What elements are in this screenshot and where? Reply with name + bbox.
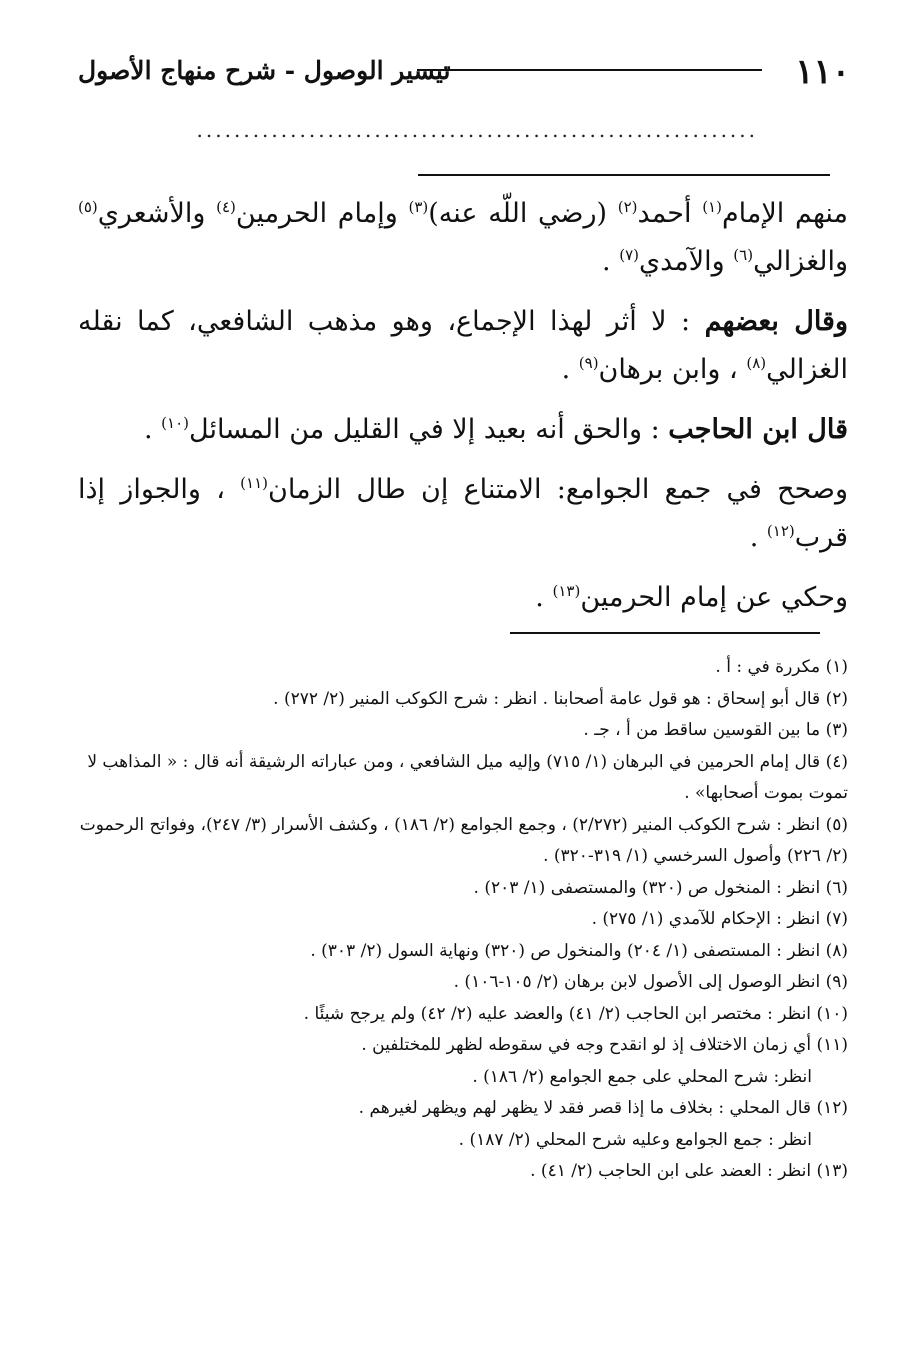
footnote-12 [78,1093,848,1125]
paragraph-4 [78,466,848,562]
running-title: تيسير الوصول - شرح منهاج الأصول [78,56,451,85]
footnote-number: (١١) [816,1035,848,1055]
footnote-1 [78,652,848,684]
footnote-text: انظر : الإحكام للآمدي (١/ ٢٧٥) . [591,909,821,929]
text-span: أحمد [637,198,703,229]
text-span: ، والجواز إذا قرب [78,474,848,553]
footnote-10 [78,999,848,1031]
footnote-ref: (٢) [617,198,638,216]
text-span: ، وابن برهان [598,354,747,385]
text-span: والأشعري [97,198,217,229]
footnote-number: (٢) [825,688,848,709]
footnote-number: (٨) [825,940,848,961]
footnote-ref: (٣) [408,198,429,216]
footnote-number: (٩) [825,972,848,992]
footnote-separator [510,632,820,634]
paragraph-1 [78,190,848,286]
footnote-12-continuation: انظر : جمع الجوامع وعليه شرح المحلي (٢/ ١٨٧) . [458,1129,812,1150]
text-span: منهم الإمام [721,198,848,229]
footnote-text: انظر : العضد على ابن الحاجب (٢/ ٤١) . [530,1161,812,1181]
footnote-number: (١٠) [816,1003,848,1024]
footnote-text: انظر الوصول إلى الأصول لابن برهان (٢/ ١٠٥-١٠٦) . [453,972,821,992]
footnote-2 [78,684,848,716]
footnote-8 [78,936,848,968]
footnote-ref: (٦) [733,246,754,264]
footnote-11 [78,1030,848,1062]
main-text [78,190,848,622]
footnote-number: (١) [825,657,848,677]
text-span: : والحق أنه بعيد إلا في القليل من المسائل [189,414,669,445]
footnote-number: (٤) [825,751,848,772]
text-span: وإمام الحرمين [235,198,409,229]
footnote-9 [78,967,848,999]
footnote-5 [78,810,848,873]
footnote-13 [78,1156,848,1188]
section-rule [418,174,830,176]
footnote-text: أي زمان الاختلاف إذ لو انقدح وجه في سقوطه لظهر للمختلفين . [361,1035,812,1055]
paragraph-2 [78,298,848,394]
text-span: . [602,246,620,277]
footnote-3 [78,715,848,747]
text-span: وحكي عن إمام الحرمين [580,582,848,613]
footnote-7 [78,904,848,936]
footnote-ref: (٥) [78,198,98,216]
page-number: ١١٠ [795,52,850,92]
footnote-text: ما بين القوسين ساقط من أ ، جـ . [583,720,821,740]
footnote-11-continuation: انظر: شرح المحلي على جمع الجوامع (٢/ ١٨٦) . [472,1066,812,1087]
footnote-number: (١٢) [816,1098,848,1118]
footnote-number: (١٣) [816,1161,848,1181]
text-span: والآمدي [639,246,734,277]
footnote-text: مكررة في : أ . [715,657,821,677]
speaker-lead: قال ابن الحاجب [668,414,848,445]
text-span: وصحح في جمع الجوامع: الامتناع إن طال الزمان [268,474,848,505]
footnote-text: قال أبو إسحاق : هو قول عامة أصحابنا . انظر : شرح الكوكب المنير (٢/ ٢٧٢) . [273,688,821,709]
footnote-text: انظر : شرح الكوكب المنير (٢/٢٧٢) ، وجمع الجوامع (٢/ ١٨٦) ، وكشف الأسرار (٣/ ٢٤٧)، وفواتح الرحموت (٢/ ٢٢٦) وأصول السرخسي (١/ ٣١٩-٣٢٠) . [79,814,848,866]
footnote-ref: (٩) [578,354,599,372]
footnote-ref: (١٠) [161,414,190,432]
speaker-lead: وقال بعضهم [704,306,848,337]
text-span: . [561,354,579,385]
text-span: . [535,582,553,613]
footnote-4 [78,747,848,810]
footnote-number: (٦) [825,877,848,898]
page-header [78,52,850,102]
paragraph-5 [78,574,848,622]
footnote-text: انظر : مختصر ابن الحاجب (٢/ ٤١) والعضد عليه (٢/ ٤٢) ولم يرجح شيئًا . [303,1003,812,1024]
text-span: (رضي اللّه عنه) [428,198,618,229]
footnote-text: قال المحلي : بخلاف ما إذا قصر فقد لا يظهر لهم ويظهر لغيرهم . [358,1098,812,1118]
footnote-6 [78,873,848,905]
footnote-text: قال إمام الحرمين في البرهان (١/ ٧١٥) وإليه ميل الشافعي ، ومن عباراته الرشيقة أنه قال : « المذاهب لا تموت بموت أصحابها» . [87,751,848,803]
text-span: : لا أثر لهذا الإجماع، وهو مذهب الشافعي، كما نقله الغزالي [78,306,848,385]
footnotes [78,652,848,1188]
footnote-number: (٣) [825,720,848,740]
footnote-ref: (١) [702,198,722,216]
text-span: . [749,522,767,553]
footnote-text: انظر : المستصفى (١/ ٢٠٤) والمنخول ص (٣٢٠) ونهاية السول (٢/ ٣٠٣) . [310,940,821,961]
footnote-number: (٧) [825,909,848,929]
footnote-ref: (١١) [240,474,269,492]
text-span: والغزالي [753,246,848,277]
footnote-ref: (١٣) [552,582,581,600]
footnote-ref: (٤) [216,198,236,216]
footnote-number: (٥) [825,814,848,835]
header-rule [417,69,762,71]
footnote-ref: (٨) [746,354,767,372]
text-span: . [144,414,162,445]
footnote-ref: (٧) [619,246,639,264]
ellipsis-separator: ............................................................ [196,118,758,142]
footnote-text: انظر : المنخول ص (٣٢٠) والمستصفى (١/ ٢٠٣) . [473,877,821,898]
footnote-ref: (١٢) [766,522,795,540]
paragraph-3 [78,406,848,454]
